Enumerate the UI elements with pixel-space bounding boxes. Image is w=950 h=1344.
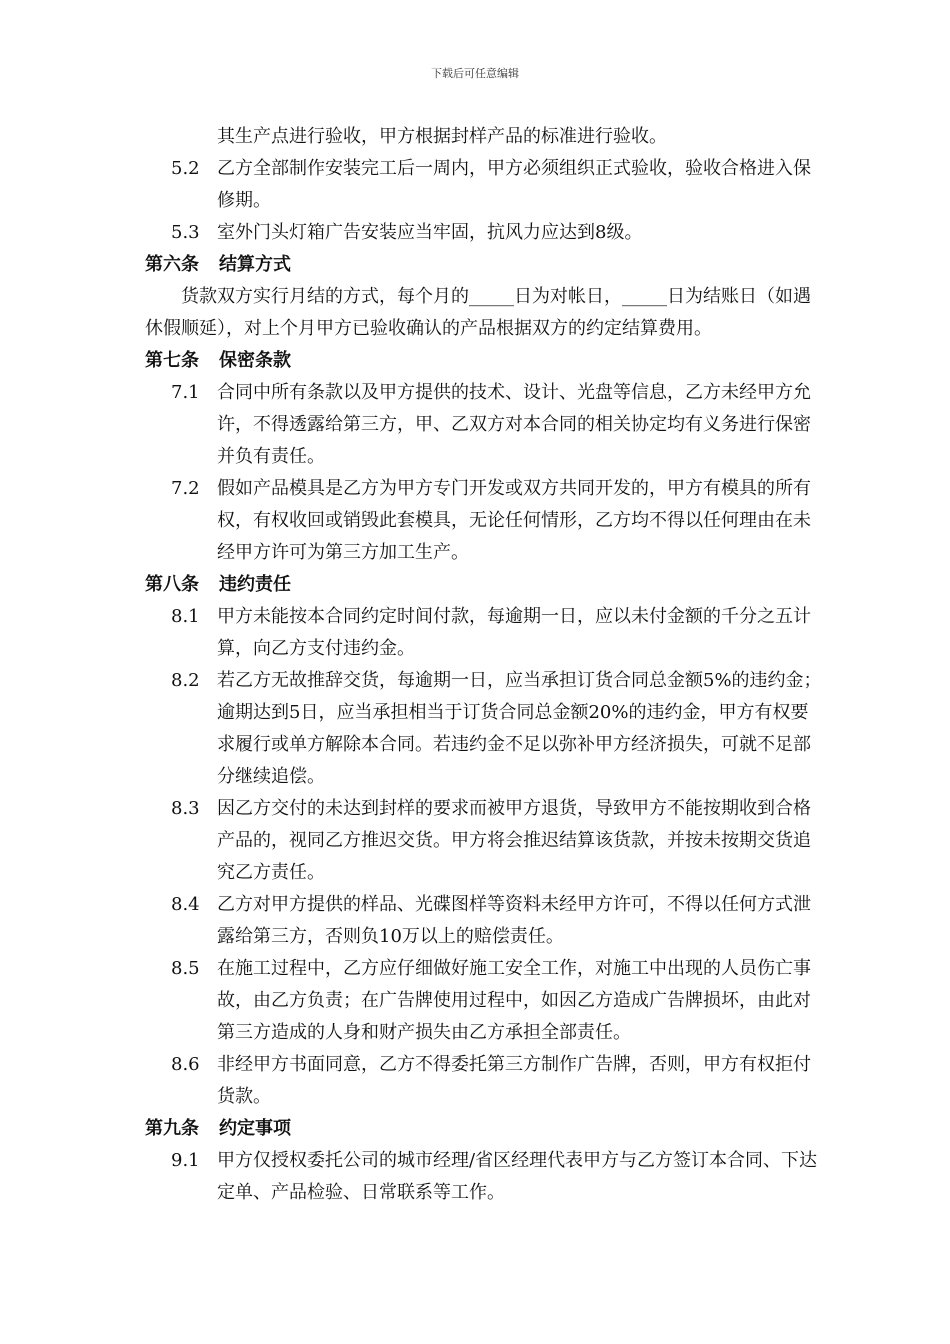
clause-7-2 xyxy=(145,473,825,569)
clause-8-3 xyxy=(145,793,825,889)
clause-text: 甲方未能按本合同约定时间付款，每逾期一日，应以未付金额的千分之五计算，向乙方支付违约金。 xyxy=(217,606,811,659)
clause-8-5 xyxy=(145,953,825,1049)
clause-text: 在施工过程中，乙方应仔细做好施工安全工作，对施工中出现的人员伤亡事故，由乙方负责；在广告牌使用过程中，如因乙方造成广告牌损坏，由此对第三方造成的人身和财产损失由乙方承担全部责任。 xyxy=(217,958,811,1043)
clause-text: 合同中所有条款以及甲方提供的技术、设计、光盘等信息，乙方未经甲方允许，不得透露给第三方，甲、乙双方对本合同的相关协定均有义务进行保密并负有责任。 xyxy=(217,382,811,467)
section-6-title: 第六条 结算方式 xyxy=(145,254,291,275)
clause-5-2 xyxy=(145,153,825,217)
clause-9-1 xyxy=(145,1145,825,1209)
clause-text: 乙方对甲方提供的样品、光碟图样等资料未经甲方许可，不得以任何方式泄露给第三方，否则负10万以上的赔偿责任。 xyxy=(217,894,811,947)
clause-text: 若乙方无故推辞交货，每逾期一日，应当承担订货合同总金额5%的违约金；逾期达到5日，应当承担相当于订货合同总金额20%的违约金，甲方有权要求履行或单方解除本合同。若违约金不足以弥补甲方经济损失，可就不足部分继续追偿。 xyxy=(217,670,822,787)
section-8-title: 第八条 违约责任 xyxy=(145,574,291,595)
clause-text: 乙方全部制作安装完工后一周内，甲方必须组织正式验收，验收合格进入保修期。 xyxy=(217,158,811,211)
page-header: 下载后可任意编辑 xyxy=(431,67,519,80)
clause-text: 假如产品模具是乙方为甲方专门开发或双方共同开发的，甲方有模具的所有权，有权收回或销毁此套模具，无论任何情形，乙方均不得以任何理由在未经甲方许可为第三方加工生产。 xyxy=(217,478,811,563)
clause-number: 5.2 xyxy=(171,158,200,179)
section-7-title: 第七条 保密条款 xyxy=(145,350,291,371)
clause-text: 室外门头灯箱广告安装应当牢固，抗风力应达到8级。 xyxy=(217,222,643,243)
section-9-title: 第九条 约定事项 xyxy=(145,1118,291,1139)
clause-number: 7.2 xyxy=(171,478,200,499)
clause-number: 8.1 xyxy=(171,606,200,627)
clause-text: 非经甲方书面同意，乙方不得委托第三方制作广告牌，否则，甲方有权拒付货款。 xyxy=(217,1054,811,1107)
clause-5-3 xyxy=(145,217,825,249)
clause-8-4 xyxy=(145,889,825,953)
document-body xyxy=(145,121,825,1209)
clause-number: 8.5 xyxy=(171,958,200,979)
continuation-line: 其生产点进行验收，甲方根据封样产品的标准进行验收。 xyxy=(217,126,667,147)
clause-number: 8.4 xyxy=(171,894,200,915)
clause-number: 9.1 xyxy=(171,1150,200,1171)
clause-text: 因乙方交付的未达到封样的要求而被甲方退货，导致甲方不能按期收到合格产品的，视同乙方推迟交货。甲方将会推迟结算该货款，并按未按期交货追究乙方责任。 xyxy=(217,798,811,883)
clause-text: 甲方仅授权委托公司的城市经理/省区经理代表甲方与乙方签订本合同、下达定单、产品检验、日常联系等工作。 xyxy=(217,1150,818,1203)
clause-8-6 xyxy=(145,1049,825,1113)
clause-number: 8.6 xyxy=(171,1054,200,1075)
clause-7-1 xyxy=(145,377,825,473)
clause-8-2 xyxy=(145,665,825,793)
clause-8-1 xyxy=(145,601,825,665)
clause-number: 8.2 xyxy=(171,670,200,691)
clause-number: 7.1 xyxy=(171,382,200,403)
clause-number: 8.3 xyxy=(171,798,200,819)
clause-number: 5.3 xyxy=(171,222,200,243)
section-6-paragraph: 货款双方实行月结的方式，每个月的_____日为对帐日，_____日为结账日（如遇休假顺延），对上个月甲方已验收确认的产品根据双方的约定结算费用。 xyxy=(145,286,811,339)
